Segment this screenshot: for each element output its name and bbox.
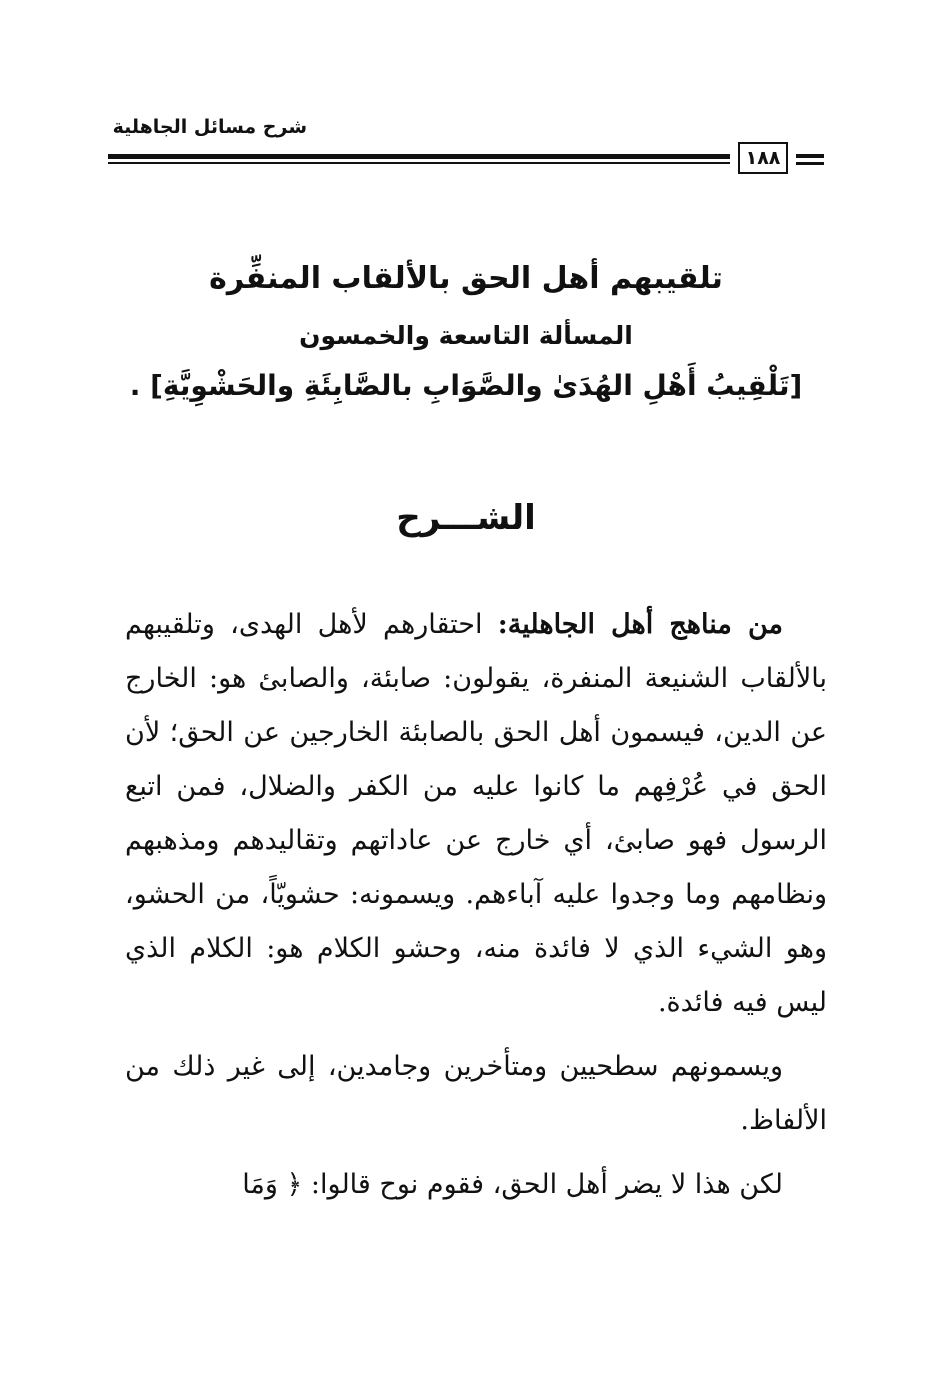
issue-number: المسألة التاسعة والخمسون xyxy=(299,321,633,350)
page-number: ١٨٨ xyxy=(738,142,788,174)
paragraph-2: ويسمونهم سطحيين ومتأخرين وجامدين، إلى غير ذلك من الألفاظ. xyxy=(125,1051,827,1136)
header-rule-short-thin xyxy=(796,162,824,165)
body-text xyxy=(125,598,827,1222)
header-rule xyxy=(108,142,824,176)
header-rule-short-thick xyxy=(796,154,824,158)
paragraph-3: لكن هذا لا يضر أهل الحق، فقوم نوح قالوا: ﴿ وَمَا xyxy=(242,1169,783,1200)
paragraph-1-lead: من مناهج أهل الجاهلية: xyxy=(497,609,783,640)
paragraph-1 xyxy=(125,598,827,1030)
section-title-block xyxy=(108,255,824,413)
header-rule-line-thick xyxy=(108,154,730,159)
issue-text: [تَلْقِيبُ أَهْلِ الهُدَىٰ والصَّوَابِ بالصَّابِئَةِ والحَشْوِيَّةِ] . xyxy=(129,369,803,402)
paragraph-1-text: احتقارهم لأهل الهدى، وتلقيبهم بالألقاب الشنيعة المنفرة، يقولون: صابئة، والصابئ هو: الخارج عن الدين، فيسمون أهل الحق بالصابئة الخارجين عن الحق؛ لأن الحق في عُرْفِهم ما كانوا عليه من الكفر والضلال، فمن اتبع الرسول فهو صابئ، أي خارج عن عاداتهم وتقاليدهم ومذهبهم ونظامهم وما وجدوا عليه آباءهم. ويسمونه: حشويّاً، من الحشو، وهو الشيء الذي لا فائدة منه، وحشو الكلام هو: الكلام الذي ليس فيه فائدة. xyxy=(125,609,827,1018)
chapter-title: تلقيبهم أهل الحق بالألقاب المنفِّرة xyxy=(209,261,723,296)
running-header-title: شرح مسائل الجاهلية xyxy=(112,116,307,138)
commentary-heading: الشـــرح xyxy=(396,498,536,538)
header-rule-line-thin xyxy=(108,162,730,164)
